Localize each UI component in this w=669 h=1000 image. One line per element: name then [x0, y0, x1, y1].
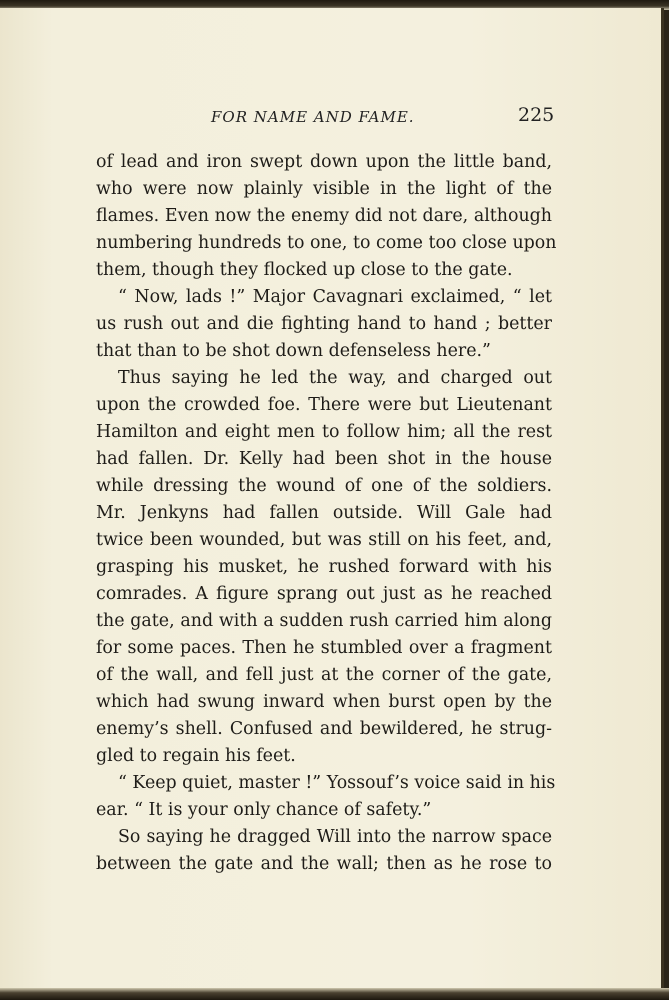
text-line: Thus saying he led the way, and charged out [118, 368, 552, 388]
text-line: So saying he dragged Will into the narrow space [118, 827, 552, 847]
text-line: gled to regain his feet. [96, 746, 296, 766]
text-line: Hamilton and eight men to follow him; all the rest [96, 422, 552, 442]
text-line: which had swung inward when burst open by the [96, 692, 552, 712]
text-line: grasping his musket, he rushed forward with his [96, 557, 552, 577]
text-line: us rush out and die fighting hand to hand ; better [96, 314, 552, 334]
text-line: who were now plainly visible in the light of the [96, 179, 552, 199]
text-line: comrades. A figure sprang out just as he reached [96, 584, 552, 604]
text-line: Mr. Jenkyns had fallen outside. Will Gale had [96, 503, 552, 523]
text-line: of lead and iron swept down upon the little band, [96, 152, 552, 172]
text-line: flames. Even now the enemy did not dare, although [96, 206, 552, 226]
text-line: the gate, and with a sudden rush carried him along [96, 611, 552, 631]
text-line: while dressing the wound of one of the soldiers. [96, 476, 552, 496]
text-line: “ Keep quiet, master !” Yossouf’s voice said in his [118, 773, 556, 793]
text-line: enemy’s shell. Confused and bewildered, he strug- [96, 719, 552, 739]
page-bottom-edge [0, 988, 669, 1000]
text-line: ear. “ It is your only chance of safety.” [96, 800, 432, 820]
text-line: of the wall, and fell just at the corner of the gate, [96, 665, 552, 685]
text-line: numbering hundreds to one, to come too close upon [96, 233, 557, 253]
text-line: for some paces. Then he stumbled over a fragment [96, 638, 552, 658]
text-line: had fallen. Dr. Kelly had been shot in the house [96, 449, 552, 469]
running-head-title: FOR NAME AND FAME. [211, 108, 415, 126]
body-text [96, 149, 557, 878]
text-line: that than to be shot down defenseless here.” [96, 341, 491, 361]
text-line: twice been wounded, but was still on his feet, and, [96, 530, 552, 550]
book-page [0, 8, 664, 990]
text-line: upon the crowded foe. There were but Lieutenant [96, 395, 552, 415]
text-line: between the gate and the wall; then as he rose to [96, 854, 552, 874]
text-line: them, though they flocked up close to the gate. [96, 260, 513, 280]
page-number: 225 [518, 104, 555, 126]
running-head [0, 100, 664, 130]
text-line: “ Now, lads !” Major Cavagnari exclaimed, “ let [118, 287, 552, 307]
